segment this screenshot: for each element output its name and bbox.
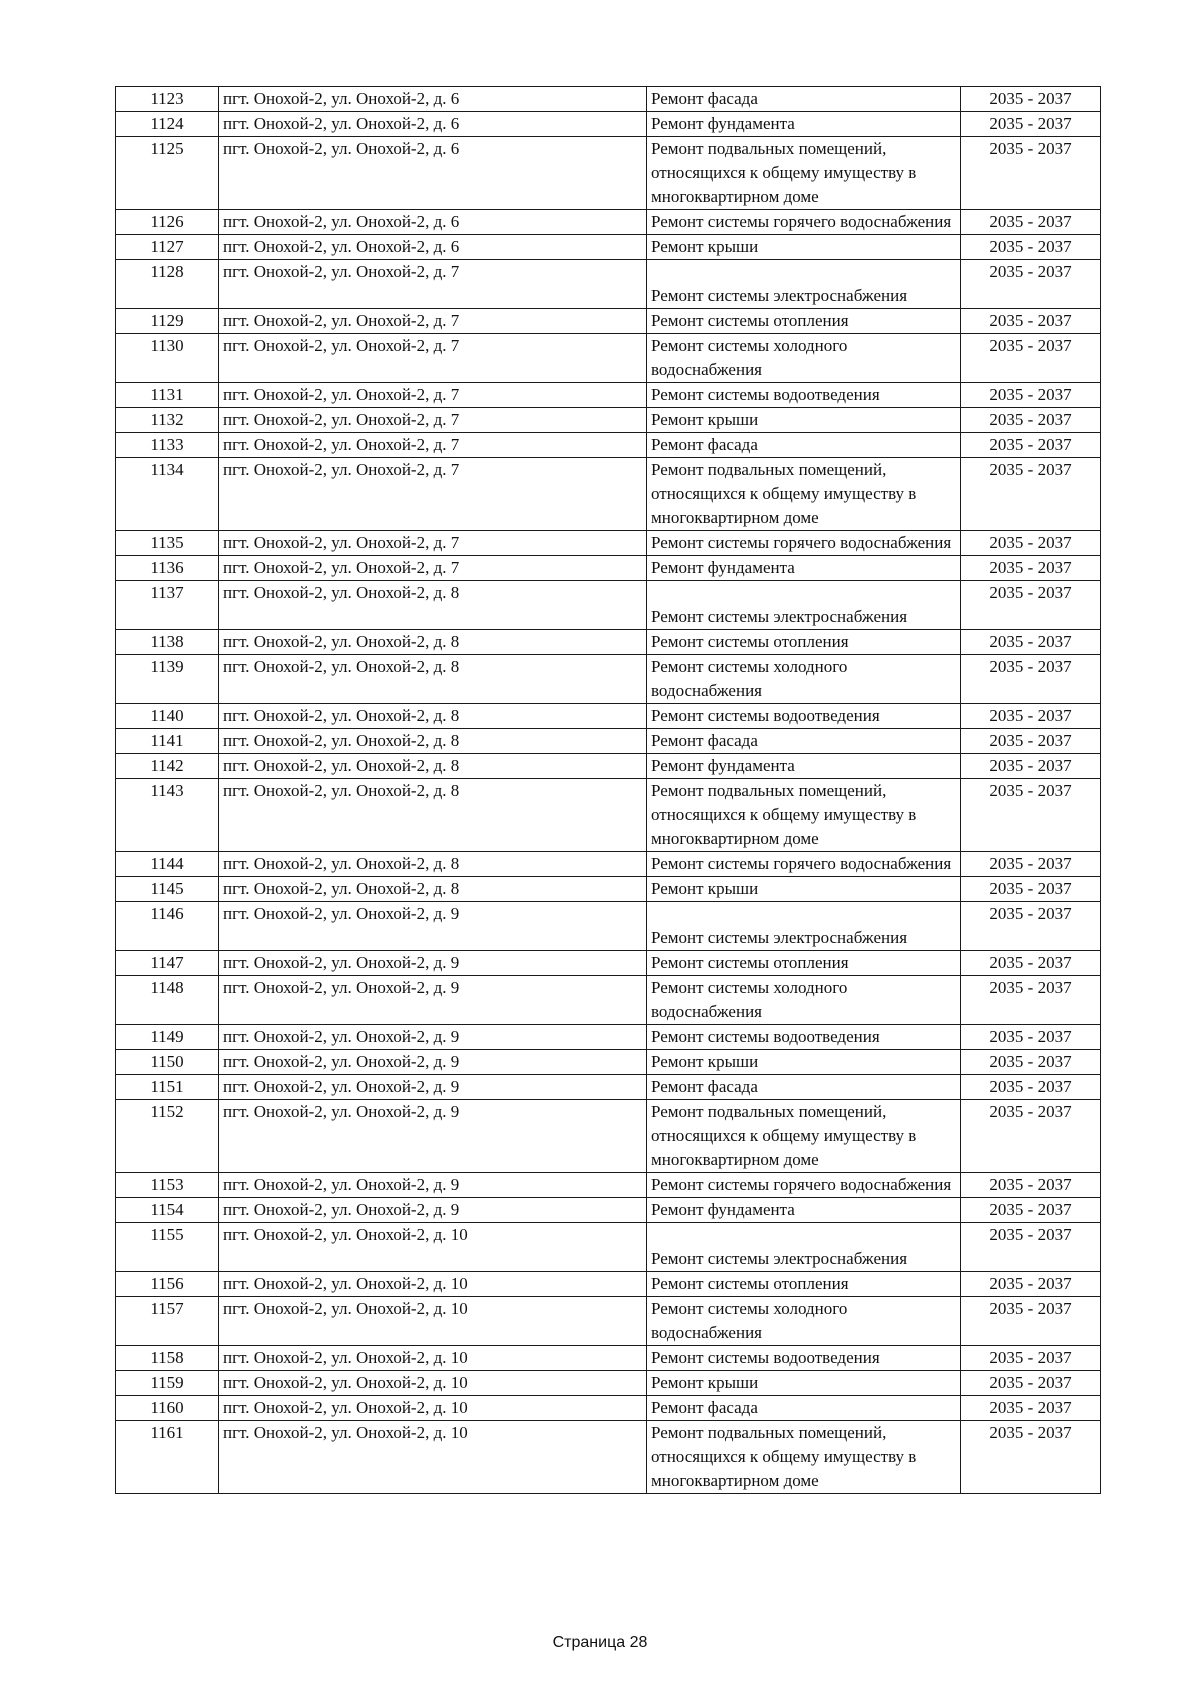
row-number-cell: 1149 bbox=[116, 1025, 219, 1050]
address-cell: пгт. Онохой-2, ул. Онохой-2, д. 6 bbox=[219, 137, 647, 210]
row-number-cell: 1134 bbox=[116, 458, 219, 531]
table-row bbox=[116, 383, 1101, 408]
work-type-cell: Ремонт системы горячего водоснабжения bbox=[647, 852, 961, 877]
row-number-cell: 1135 bbox=[116, 531, 219, 556]
term-cell: 2035 - 2037 bbox=[961, 1100, 1101, 1173]
term-cell: 2035 - 2037 bbox=[961, 1173, 1101, 1198]
address-cell: пгт. Онохой-2, ул. Онохой-2, д. 8 bbox=[219, 630, 647, 655]
address-cell: пгт. Онохой-2, ул. Онохой-2, д. 7 bbox=[219, 309, 647, 334]
table-row bbox=[116, 1421, 1101, 1494]
row-number-cell: 1159 bbox=[116, 1371, 219, 1396]
address-cell: пгт. Онохой-2, ул. Онохой-2, д. 8 bbox=[219, 729, 647, 754]
page-number: Страница 28 bbox=[552, 1634, 648, 1651]
address-cell: пгт. Онохой-2, ул. Онохой-2, д. 9 bbox=[219, 1075, 647, 1100]
row-number-cell: 1160 bbox=[116, 1396, 219, 1421]
table-row bbox=[116, 1396, 1101, 1421]
term-cell: 2035 - 2037 bbox=[961, 877, 1101, 902]
work-type-cell: Ремонт системы отопления bbox=[647, 630, 961, 655]
work-type-cell: Ремонт системы водоотведения bbox=[647, 1025, 961, 1050]
table-row bbox=[116, 531, 1101, 556]
term-cell: 2035 - 2037 bbox=[961, 137, 1101, 210]
work-type-cell: Ремонт системы холодного водоснабжения bbox=[647, 976, 961, 1025]
work-type-cell: Ремонт крыши bbox=[647, 877, 961, 902]
table-row bbox=[116, 137, 1101, 210]
row-number-cell: 1146 bbox=[116, 902, 219, 951]
address-cell: пгт. Онохой-2, ул. Онохой-2, д. 10 bbox=[219, 1272, 647, 1297]
table-row bbox=[116, 87, 1101, 112]
row-number-cell: 1157 bbox=[116, 1297, 219, 1346]
row-number-cell: 1136 bbox=[116, 556, 219, 581]
term-cell: 2035 - 2037 bbox=[961, 704, 1101, 729]
address-cell: пгт. Онохой-2, ул. Онохой-2, д. 7 bbox=[219, 383, 647, 408]
term-cell: 2035 - 2037 bbox=[961, 630, 1101, 655]
work-type-cell: Ремонт фасада bbox=[647, 1075, 961, 1100]
term-cell: 2035 - 2037 bbox=[961, 852, 1101, 877]
table-row bbox=[116, 210, 1101, 235]
term-cell: 2035 - 2037 bbox=[961, 1272, 1101, 1297]
address-cell: пгт. Онохой-2, ул. Онохой-2, д. 7 bbox=[219, 433, 647, 458]
address-cell: пгт. Онохой-2, ул. Онохой-2, д. 7 bbox=[219, 334, 647, 383]
table-row bbox=[116, 1223, 1101, 1272]
table-row bbox=[116, 458, 1101, 531]
row-number-cell: 1143 bbox=[116, 779, 219, 852]
work-type-cell: Ремонт крыши bbox=[647, 1050, 961, 1075]
term-cell: 2035 - 2037 bbox=[961, 754, 1101, 779]
table-row bbox=[116, 630, 1101, 655]
table-row bbox=[116, 754, 1101, 779]
work-type-cell: Ремонт системы отопления bbox=[647, 951, 961, 976]
address-cell: пгт. Онохой-2, ул. Онохой-2, д. 9 bbox=[219, 1025, 647, 1050]
table-row bbox=[116, 976, 1101, 1025]
row-number-cell: 1156 bbox=[116, 1272, 219, 1297]
work-type-cell: Ремонт системы отопления bbox=[647, 309, 961, 334]
row-number-cell: 1125 bbox=[116, 137, 219, 210]
term-cell: 2035 - 2037 bbox=[961, 433, 1101, 458]
table-row bbox=[116, 433, 1101, 458]
work-type-cell: Ремонт системы холодного водоснабжения bbox=[647, 334, 961, 383]
address-cell: пгт. Онохой-2, ул. Онохой-2, д. 9 bbox=[219, 1050, 647, 1075]
term-cell: 2035 - 2037 bbox=[961, 1371, 1101, 1396]
term-cell: 2035 - 2037 bbox=[961, 531, 1101, 556]
work-type-cell: Ремонт подвальных помещений, относящихся к общему имуществу в многоквартирном доме bbox=[647, 1421, 961, 1494]
table-row bbox=[116, 1025, 1101, 1050]
table-row bbox=[116, 779, 1101, 852]
table-row bbox=[116, 581, 1101, 630]
work-type-cell: Ремонт подвальных помещений, относящихся к общему имуществу в многоквартирном доме bbox=[647, 1100, 961, 1173]
row-number-cell: 1129 bbox=[116, 309, 219, 334]
row-number-cell: 1148 bbox=[116, 976, 219, 1025]
table-row bbox=[116, 1272, 1101, 1297]
address-cell: пгт. Онохой-2, ул. Онохой-2, д. 8 bbox=[219, 754, 647, 779]
term-cell: 2035 - 2037 bbox=[961, 1198, 1101, 1223]
term-cell: 2035 - 2037 bbox=[961, 1346, 1101, 1371]
work-type-cell: Ремонт крыши bbox=[647, 408, 961, 433]
address-cell: пгт. Онохой-2, ул. Онохой-2, д. 10 bbox=[219, 1297, 647, 1346]
address-cell: пгт. Онохой-2, ул. Онохой-2, д. 8 bbox=[219, 704, 647, 729]
term-cell: 2035 - 2037 bbox=[961, 1396, 1101, 1421]
table-row bbox=[116, 334, 1101, 383]
row-number-cell: 1132 bbox=[116, 408, 219, 433]
row-number-cell: 1133 bbox=[116, 433, 219, 458]
term-cell: 2035 - 2037 bbox=[961, 976, 1101, 1025]
work-type-cell: Ремонт системы водоотведения bbox=[647, 383, 961, 408]
row-number-cell: 1145 bbox=[116, 877, 219, 902]
table-row bbox=[116, 1198, 1101, 1223]
address-cell: пгт. Онохой-2, ул. Онохой-2, д. 9 bbox=[219, 951, 647, 976]
row-number-cell: 1131 bbox=[116, 383, 219, 408]
table-row bbox=[116, 260, 1101, 309]
work-type-cell: Ремонт подвальных помещений, относящихся к общему имуществу в многоквартирном доме bbox=[647, 458, 961, 531]
row-number-cell: 1140 bbox=[116, 704, 219, 729]
row-number-cell: 1153 bbox=[116, 1173, 219, 1198]
row-number-cell: 1142 bbox=[116, 754, 219, 779]
table-row bbox=[116, 655, 1101, 704]
work-type-cell: Ремонт системы горячего водоснабжения bbox=[647, 1173, 961, 1198]
table-body bbox=[116, 87, 1101, 1494]
table-row bbox=[116, 1371, 1101, 1396]
address-cell: пгт. Онохой-2, ул. Онохой-2, д. 7 bbox=[219, 408, 647, 433]
work-type-cell: Ремонт фасада bbox=[647, 729, 961, 754]
table-row bbox=[116, 852, 1101, 877]
work-type-cell: Ремонт фасада bbox=[647, 1396, 961, 1421]
work-type-cell: Ремонт системы водоотведения bbox=[647, 1346, 961, 1371]
term-cell: 2035 - 2037 bbox=[961, 581, 1101, 630]
work-type-cell: Ремонт системы электроснабжения bbox=[647, 1223, 961, 1272]
repair-schedule-table bbox=[115, 86, 1101, 1494]
row-number-cell: 1154 bbox=[116, 1198, 219, 1223]
address-cell: пгт. Онохой-2, ул. Онохой-2, д. 10 bbox=[219, 1223, 647, 1272]
work-type-cell: Ремонт системы отопления bbox=[647, 1272, 961, 1297]
address-cell: пгт. Онохой-2, ул. Онохой-2, д. 8 bbox=[219, 779, 647, 852]
table-row bbox=[116, 1173, 1101, 1198]
address-cell: пгт. Онохой-2, ул. Онохой-2, д. 10 bbox=[219, 1421, 647, 1494]
address-cell: пгт. Онохой-2, ул. Онохой-2, д. 8 bbox=[219, 852, 647, 877]
table-row bbox=[116, 1075, 1101, 1100]
row-number-cell: 1139 bbox=[116, 655, 219, 704]
row-number-cell: 1130 bbox=[116, 334, 219, 383]
table-row bbox=[116, 1100, 1101, 1173]
term-cell: 2035 - 2037 bbox=[961, 260, 1101, 309]
work-type-cell: Ремонт системы холодного водоснабжения bbox=[647, 655, 961, 704]
term-cell: 2035 - 2037 bbox=[961, 210, 1101, 235]
address-cell: пгт. Онохой-2, ул. Онохой-2, д. 9 bbox=[219, 976, 647, 1025]
term-cell: 2035 - 2037 bbox=[961, 334, 1101, 383]
work-type-cell: Ремонт подвальных помещений, относящихся к общему имуществу в многоквартирном доме bbox=[647, 779, 961, 852]
row-number-cell: 1147 bbox=[116, 951, 219, 976]
row-number-cell: 1138 bbox=[116, 630, 219, 655]
row-number-cell: 1144 bbox=[116, 852, 219, 877]
term-cell: 2035 - 2037 bbox=[961, 1075, 1101, 1100]
row-number-cell: 1158 bbox=[116, 1346, 219, 1371]
row-number-cell: 1152 bbox=[116, 1100, 219, 1173]
address-cell: пгт. Онохой-2, ул. Онохой-2, д. 7 bbox=[219, 260, 647, 309]
address-cell: пгт. Онохой-2, ул. Онохой-2, д. 7 bbox=[219, 458, 647, 531]
row-number-cell: 1161 bbox=[116, 1421, 219, 1494]
table-row bbox=[116, 1346, 1101, 1371]
address-cell: пгт. Онохой-2, ул. Онохой-2, д. 9 bbox=[219, 902, 647, 951]
address-cell: пгт. Онохой-2, ул. Онохой-2, д. 8 bbox=[219, 581, 647, 630]
term-cell: 2035 - 2037 bbox=[961, 779, 1101, 852]
work-type-cell: Ремонт крыши bbox=[647, 235, 961, 260]
work-type-cell: Ремонт системы горячего водоснабжения bbox=[647, 210, 961, 235]
work-type-cell: Ремонт системы электроснабжения bbox=[647, 260, 961, 309]
table-row bbox=[116, 408, 1101, 433]
term-cell: 2035 - 2037 bbox=[961, 902, 1101, 951]
work-type-cell: Ремонт фасада bbox=[647, 87, 961, 112]
address-cell: пгт. Онохой-2, ул. Онохой-2, д. 6 bbox=[219, 112, 647, 137]
table-row bbox=[116, 556, 1101, 581]
table-row bbox=[116, 951, 1101, 976]
term-cell: 2035 - 2037 bbox=[961, 458, 1101, 531]
table-row bbox=[116, 729, 1101, 754]
work-type-cell: Ремонт системы горячего водоснабжения bbox=[647, 531, 961, 556]
table-row bbox=[116, 1297, 1101, 1346]
work-type-cell: Ремонт системы водоотведения bbox=[647, 704, 961, 729]
table-row bbox=[116, 1050, 1101, 1075]
term-cell: 2035 - 2037 bbox=[961, 729, 1101, 754]
address-cell: пгт. Онохой-2, ул. Онохой-2, д. 8 bbox=[219, 877, 647, 902]
row-number-cell: 1123 bbox=[116, 87, 219, 112]
row-number-cell: 1150 bbox=[116, 1050, 219, 1075]
work-type-cell: Ремонт фундамента bbox=[647, 1198, 961, 1223]
term-cell: 2035 - 2037 bbox=[961, 309, 1101, 334]
work-type-cell: Ремонт крыши bbox=[647, 1371, 961, 1396]
address-cell: пгт. Онохой-2, ул. Онохой-2, д. 9 bbox=[219, 1173, 647, 1198]
term-cell: 2035 - 2037 bbox=[961, 556, 1101, 581]
address-cell: пгт. Онохой-2, ул. Онохой-2, д. 6 bbox=[219, 210, 647, 235]
term-cell: 2035 - 2037 bbox=[961, 383, 1101, 408]
work-type-cell: Ремонт системы электроснабжения bbox=[647, 581, 961, 630]
term-cell: 2035 - 2037 bbox=[961, 1223, 1101, 1272]
term-cell: 2035 - 2037 bbox=[961, 1025, 1101, 1050]
address-cell: пгт. Онохой-2, ул. Онохой-2, д. 7 bbox=[219, 531, 647, 556]
term-cell: 2035 - 2037 bbox=[961, 655, 1101, 704]
work-type-cell: Ремонт фундамента bbox=[647, 556, 961, 581]
address-cell: пгт. Онохой-2, ул. Онохой-2, д. 9 bbox=[219, 1198, 647, 1223]
term-cell: 2035 - 2037 bbox=[961, 235, 1101, 260]
term-cell: 2035 - 2037 bbox=[961, 1050, 1101, 1075]
row-number-cell: 1126 bbox=[116, 210, 219, 235]
work-type-cell: Ремонт подвальных помещений, относящихся к общему имуществу в многоквартирном доме bbox=[647, 137, 961, 210]
table-row bbox=[116, 877, 1101, 902]
term-cell: 2035 - 2037 bbox=[961, 1421, 1101, 1494]
work-type-cell: Ремонт системы холодного водоснабжения bbox=[647, 1297, 961, 1346]
address-cell: пгт. Онохой-2, ул. Онохой-2, д. 10 bbox=[219, 1396, 647, 1421]
row-number-cell: 1127 bbox=[116, 235, 219, 260]
row-number-cell: 1141 bbox=[116, 729, 219, 754]
row-number-cell: 1151 bbox=[116, 1075, 219, 1100]
term-cell: 2035 - 2037 bbox=[961, 408, 1101, 433]
work-type-cell: Ремонт фасада bbox=[647, 433, 961, 458]
table-row bbox=[116, 309, 1101, 334]
term-cell: 2035 - 2037 bbox=[961, 1297, 1101, 1346]
address-cell: пгт. Онохой-2, ул. Онохой-2, д. 10 bbox=[219, 1371, 647, 1396]
term-cell: 2035 - 2037 bbox=[961, 87, 1101, 112]
table-row bbox=[116, 235, 1101, 260]
table-row bbox=[116, 902, 1101, 951]
row-number-cell: 1137 bbox=[116, 581, 219, 630]
work-type-cell: Ремонт фундамента bbox=[647, 112, 961, 137]
address-cell: пгт. Онохой-2, ул. Онохой-2, д. 7 bbox=[219, 556, 647, 581]
address-cell: пгт. Онохой-2, ул. Онохой-2, д. 6 bbox=[219, 87, 647, 112]
row-number-cell: 1124 bbox=[116, 112, 219, 137]
address-cell: пгт. Онохой-2, ул. Онохой-2, д. 8 bbox=[219, 655, 647, 704]
work-type-cell: Ремонт фундамента bbox=[647, 754, 961, 779]
term-cell: 2035 - 2037 bbox=[961, 112, 1101, 137]
table-row bbox=[116, 112, 1101, 137]
address-cell: пгт. Онохой-2, ул. Онохой-2, д. 6 bbox=[219, 235, 647, 260]
term-cell: 2035 - 2037 bbox=[961, 951, 1101, 976]
work-type-cell: Ремонт системы электроснабжения bbox=[647, 902, 961, 951]
address-cell: пгт. Онохой-2, ул. Онохой-2, д. 9 bbox=[219, 1100, 647, 1173]
row-number-cell: 1128 bbox=[116, 260, 219, 309]
address-cell: пгт. Онохой-2, ул. Онохой-2, д. 10 bbox=[219, 1346, 647, 1371]
row-number-cell: 1155 bbox=[116, 1223, 219, 1272]
table-row bbox=[116, 704, 1101, 729]
